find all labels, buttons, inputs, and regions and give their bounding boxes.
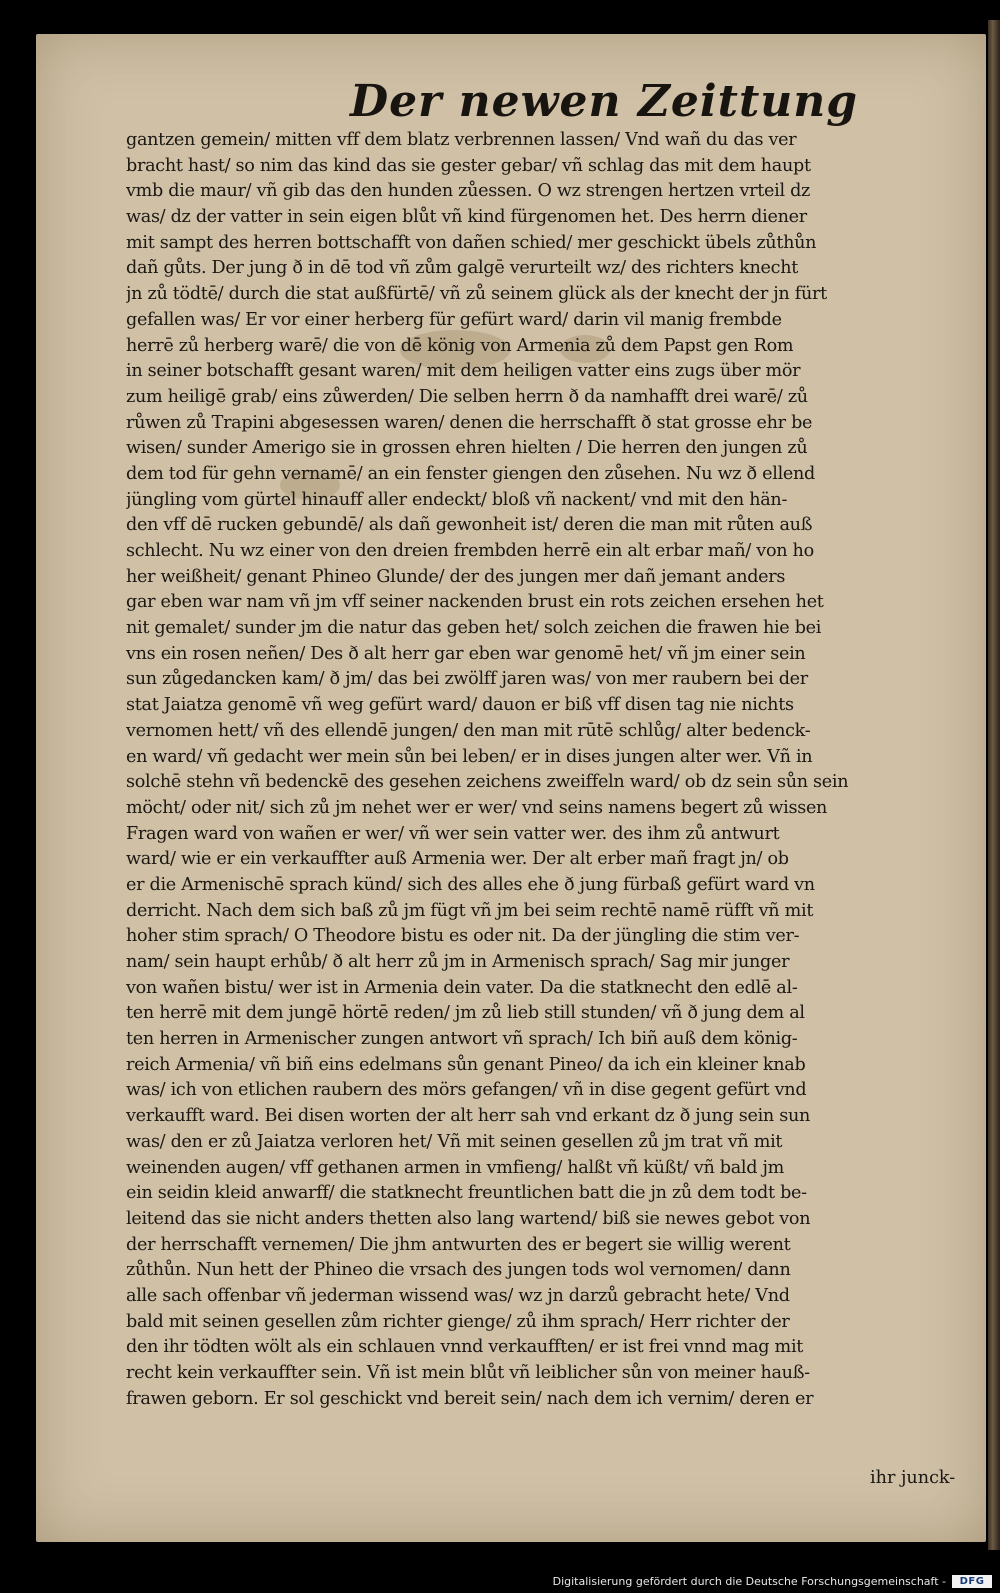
- text-line: Fragen ward von wañen er wer/ vñ wer sein vatter wer. des ihm zů antwurt: [126, 823, 780, 844]
- text-line: dem tod für gehn vernamē/ an ein fenster giengen den zůsehen. Nu wz ð ellend: [126, 463, 816, 484]
- catchword: ihr junck-: [870, 1468, 956, 1488]
- text-line: nit gemalet/ sunder jm die natur das geben het/ solch zeichen die frawen hie bei: [126, 618, 822, 639]
- text-line: ten herrē mit dem jungē hörtē reden/ jm zů lieb still stunden/ vñ ð jung dem al: [126, 1003, 805, 1024]
- text-line: frawen geborn. Er sol geschickt vnd bereit sein/ nach dem ich vernim/ deren er: [126, 1388, 814, 1409]
- text-line: zum heiligē grab/ eins zůwerden/ Die selben herrn ð da namhafft drei warē/ zů: [126, 386, 808, 407]
- text-line: möcht/ oder nit/ sich zů jm nehet wer er wer/ vnd seins namens begert zů wissen: [126, 797, 828, 818]
- text-line: jn zů tödtē/ durch die stat außfürtē/ vñ zů seinem glück als der knecht der jn fürt: [126, 284, 827, 305]
- text-line: recht kein verkauffter sein. Vñ ist mein blůt vñ leiblicher sůn von meiner hauß-: [126, 1363, 810, 1383]
- text-line: nam/ sein haupt erhůb/ ð alt herr zů jm in Armenisch sprach/ Sag mir junger: [126, 952, 790, 972]
- text-line: hoher stim sprach/ O Theodore bistu es oder nit. Da der jüngling die stim ver-: [126, 926, 800, 947]
- text-line: herrē zů herberg warē/ die von dē könig von Armenia zů dem Papst gen Rom: [126, 335, 794, 356]
- text-line: gantzen gemein/ mitten vff dem blatz verbrennen lassen/ Vnd wañ du das ver: [126, 130, 797, 150]
- page-body-text: [126, 128, 946, 1468]
- running-head: Der newen Zeittung: [350, 76, 859, 127]
- text-line: gefallen was/ Er vor einer herberg für gefürt ward/ darin vil manig frembde: [126, 309, 782, 330]
- text-line: solchē stehn vñ bedenckē des gesehen zeichens zweiffeln ward/ ob dz sein sůn sein: [126, 772, 849, 793]
- text-line: was/ den er zů Jaiatza verloren het/ Vñ mit seinen gesellen zů jm trat vñ mit: [126, 1131, 783, 1152]
- text-line: en ward/ vñ gedacht wer mein sůn bei leben/ er in dises jungen alter wer. Vñ in: [126, 746, 813, 767]
- text-line: her weißheit/ genant Phineo Glunde/ der des jungen mer dañ jemant anders: [126, 566, 786, 587]
- text-line: dañ gůts. Der jung ð in dē tod vñ zům galgē verurteilt wz/ des richters knecht: [126, 258, 798, 279]
- funding-credit: Digitalisierung gefördert durch die Deutsche Forschungsgemeinschaft -: [552, 1575, 946, 1588]
- text-line: in seiner botschafft gesant waren/ mit dem heiligen vatter eins zugs über mör: [126, 361, 801, 382]
- text-line: vernomen hett/ vñ des ellendē jungen/ den man mit rūtē schlůg/ alter bedenck-: [126, 720, 811, 741]
- text-line: reich Armenia/ vñ biñ eins edelmans sůn genant Pineo/ da ich ein kleiner knab: [126, 1054, 806, 1075]
- text-line: der herrschafft vernemen/ Die jhm antwurten des er begert sie willig werent: [126, 1234, 791, 1255]
- text-line: vmb die maur/ vñ gib das den hunden zůessen. O wz strengen hertzen vrteil dz: [126, 181, 811, 202]
- book-spine-edge: [988, 20, 1000, 1550]
- text-line: zůthůn. Nun hett der Phineo die vrsach des jungen tods wol vernomen/ dann: [126, 1260, 791, 1281]
- text-line: von wañen bistu/ wer ist in Armenia dein vater. Da die statknecht den edlē al-: [126, 977, 798, 998]
- text-line: derricht. Nach dem sich baß zů jm fügt vñ jm bei seim rechtē namē rüfft vñ mit: [126, 900, 814, 921]
- text-line: mit sampt des herren bottschafft von dañen schied/ mer geschickt übels zůthůn: [126, 232, 817, 253]
- text-line: alle sach offenbar vñ jederman wissend was/ wz jn darzů gebracht hete/ Vnd: [126, 1285, 790, 1306]
- dfg-logo: DFG: [952, 1575, 992, 1588]
- text-line: vns ein rosen neñen/ Des ð alt herr gar eben war genomē het/ vñ jm einer sein: [126, 643, 806, 664]
- text-line: ward/ wie er ein verkauffter auß Armenia wer. Der alt erber mañ fragt jn/ ob: [126, 849, 789, 870]
- text-line: jüngling vom gürtel hinauff aller endeckt/ bloß vñ nackent/ vnd mit den hän-: [126, 489, 788, 510]
- text-line: verkaufft ward. Bei disen worten der alt herr sah vnd erkant dz ð jung sein sun: [126, 1106, 811, 1127]
- text-line: ten herren in Armenischer zungen antwort vñ sprach/ Ich biñ auß dem könig-: [126, 1029, 798, 1050]
- text-line: schlecht. Nu wz einer von den dreien frembden herrē ein alt erbar mañ/ von ho: [126, 541, 814, 561]
- text-line: ein seidin kleid anwarff/ die statknecht freuntlichen batt die jn zů dem todt be-: [126, 1183, 807, 1204]
- text-line: den vff dē rucken gebundē/ als dañ gewonheit ist/ deren die man mit růten auß: [126, 515, 813, 536]
- text-line: bracht hast/ so nim das kind das sie gester gebar/ vñ schlag das mit dem haupt: [126, 155, 811, 176]
- text-line: was/ dz der vatter in sein eigen blůt vñ kind fürgenomen het. Des herrn diener: [126, 207, 807, 228]
- text-line: bald mit seinen gesellen zům richter gienge/ zů ihm sprach/ Herr richter der: [126, 1311, 790, 1332]
- text-line: den ihr tödten wölt als ein schlauen vnnd verkaufften/ er ist frei vnnd mag mit: [126, 1337, 804, 1358]
- text-line: stat Jaiatza genomē vñ weg gefürt ward/ dauon er biß vff disen tag nie nichts: [126, 695, 794, 716]
- text-line: weinenden augen/ vff gethanen armen in vmfieng/ halßt vñ küßt/ vñ bald jm: [126, 1157, 785, 1178]
- text-line: sun zůgedancken kam/ ð jm/ das bei zwölff jaren was/ von mer raubern bei der: [126, 669, 808, 690]
- text-line: růwen zů Trapini abgesessen waren/ denen die herrschafft ð stat grosse ehr be: [126, 412, 813, 433]
- text-line: gar eben war nam vñ jm vff seiner nackenden brust ein rots zeichen ersehen het: [126, 592, 824, 613]
- text-line: leitend das sie nicht anders thetten also lang wartend/ biß sie newes gebot von: [126, 1208, 811, 1229]
- text-line: wisen/ sunder Amerigo sie in grossen ehren hielten / Die herren den jungen zů: [126, 438, 808, 459]
- text-line: er die Armenischē sprach künd/ sich des alles ehe ð jung fürbaß gefürt ward vn: [126, 874, 815, 895]
- text-line: was/ ich von etlichen raubern des mörs gefangen/ vñ in dise gegent gefürt vnd: [126, 1080, 807, 1101]
